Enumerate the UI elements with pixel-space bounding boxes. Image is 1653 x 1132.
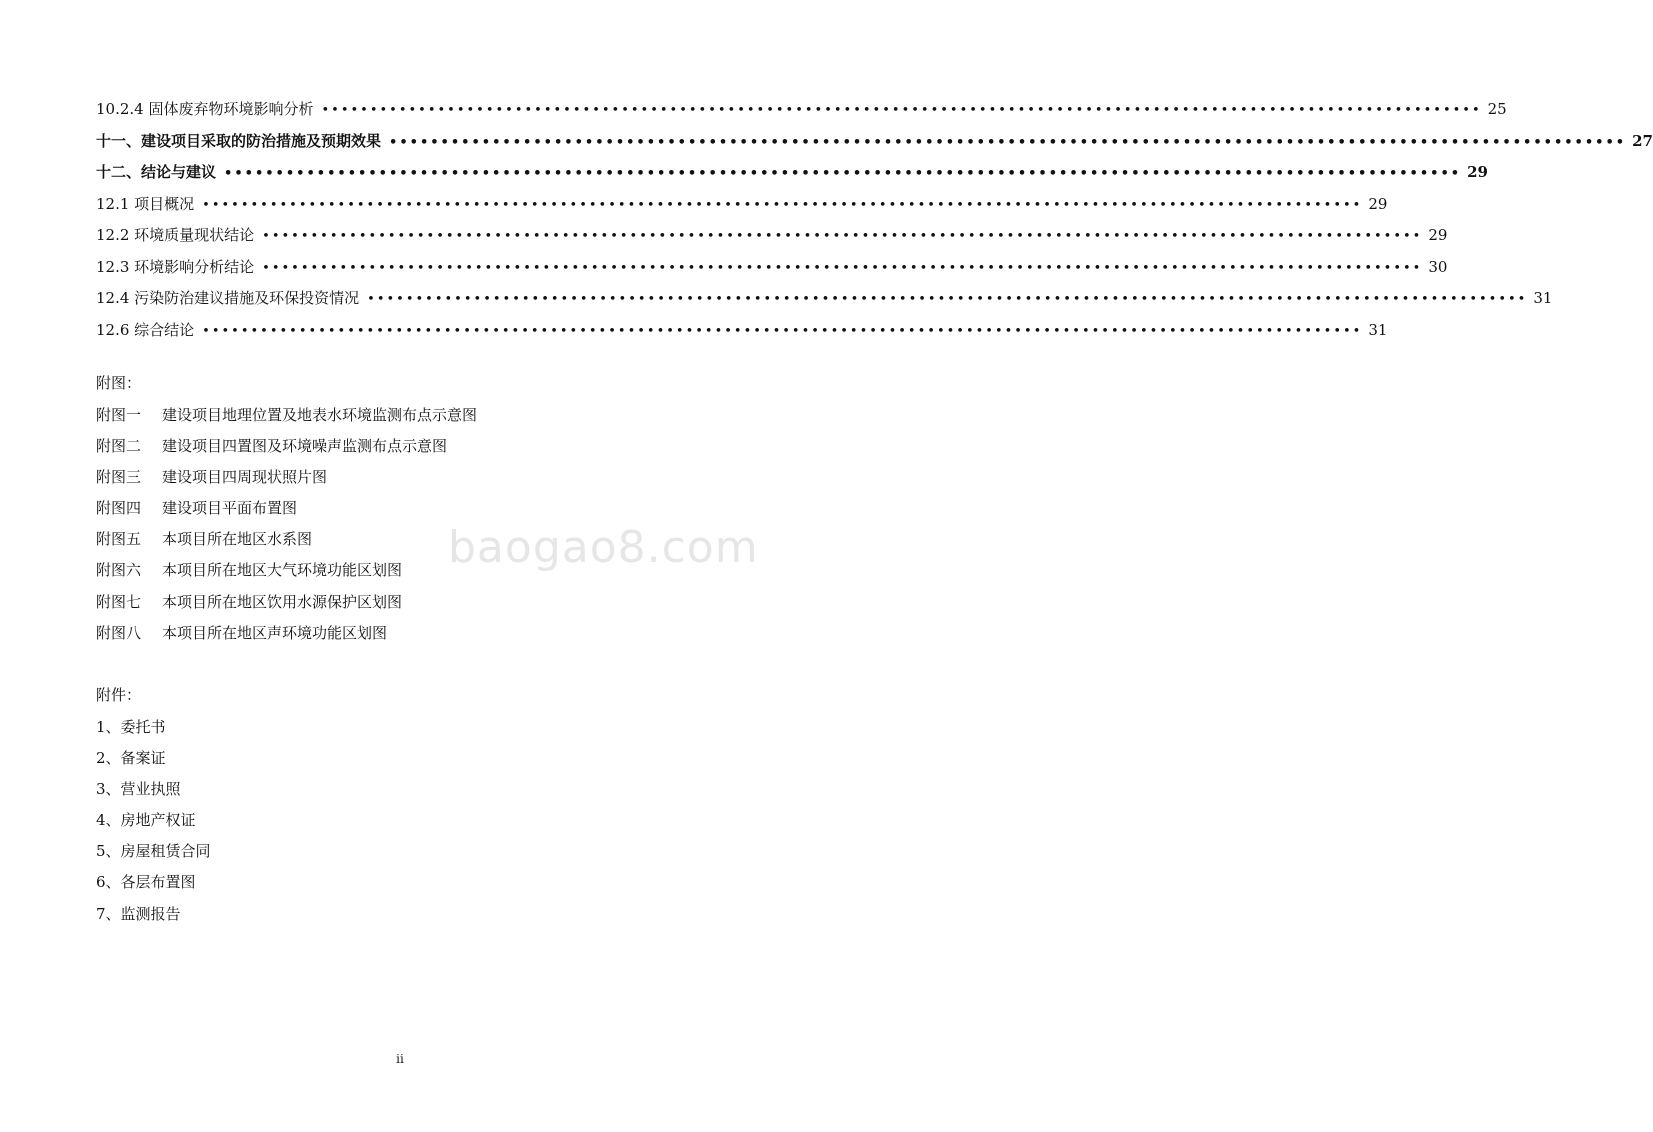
attachment-list-item: 4、房地产权证 <box>96 811 196 830</box>
figure-list-item <box>96 587 477 618</box>
toc-leader-dots: •••••••••••••••••••••••••••••••••••••••••••••••••••••••••••••••••••••••••••••••••••••••••••••••••••••••••••••••••••••••• <box>321 103 1482 118</box>
toc-entry-label: 12.2 环境质量现状结论 <box>96 226 255 244</box>
page-number: ii <box>396 1052 404 1066</box>
attachment-list-item: 3、营业执照 <box>96 779 181 798</box>
toc-entry[interactable] <box>96 126 1653 158</box>
toc-entry-page: 31 <box>1368 320 1388 339</box>
toc-entry-label: 十二、结论与建议 <box>96 163 217 181</box>
toc-entry-page: 25 <box>1487 100 1507 118</box>
toc-entry-label: 12.6 综合结论 <box>96 320 195 339</box>
toc-entry-page: 29 <box>1368 194 1388 213</box>
figure-list-item <box>96 400 477 431</box>
toc-entry-page: 29 <box>1428 226 1448 244</box>
toc-leader-dots: •••••••••••••••••••••••••••••••••••••••••••••••••••••••••••••••••••••••••••••••••••••••••••••••••••••••••••••••••••••••• <box>224 166 1462 181</box>
attachment-list-item: 2、备案证 <box>96 748 166 767</box>
toc-entry[interactable] <box>96 315 1388 347</box>
toc-entry-label: 12.3 环境影响分析结论 <box>96 257 255 276</box>
figure-number: 附图三 <box>96 467 142 486</box>
figure-number: 附图一 <box>96 405 142 424</box>
figure-caption: 本项目所在地区饮用水源保护区划图 <box>162 592 403 611</box>
toc-entry[interactable] <box>96 189 1388 221</box>
figure-number: 附图四 <box>96 499 142 518</box>
toc-leader-dots: •••••••••••••••••••••••••••••••••••••••••••••••••••••••••••••••••••••••••••••••••••••••••••••••••••••••••••••••••••••••• <box>389 134 1627 150</box>
toc-entry-page: 27 <box>1632 131 1653 150</box>
attachment-list-item: 6、各层布置图 <box>96 873 196 892</box>
figure-caption: 建设项目地理位置及地表水环境监测布点示意图 <box>162 405 478 424</box>
figures-section <box>96 368 477 649</box>
watermark: baogao8.com <box>448 522 759 573</box>
toc-entry-page: 29 <box>1467 163 1488 181</box>
figure-list-item <box>96 555 477 586</box>
toc-leader-dots: •••••••••••••••••••••••••••••••••••••••••••••••••••••••••••••••••••••••••••••••••••••••••••••••••••••••••••••••••••••••• <box>202 197 1363 213</box>
figure-caption: 本项目所在地区大气环境功能区划图 <box>162 561 403 580</box>
attachments-section <box>96 680 211 930</box>
toc-entry[interactable] <box>96 220 1448 252</box>
figure-number: 附图七 <box>96 592 142 611</box>
figure-number: 附图五 <box>96 530 142 549</box>
toc-entry[interactable] <box>96 283 1553 315</box>
figure-number: 附图八 <box>96 623 142 642</box>
figure-caption: 建设项目四置图及环境噪声监测布点示意图 <box>162 436 448 455</box>
toc-entry-label: 十一、建设项目采取的防治措施及预期效果 <box>96 131 382 150</box>
toc-entry-label: 10.2.4 固体废弃物环境影响分析 <box>96 100 314 118</box>
attachments-title: 附件： <box>96 686 142 704</box>
toc-leader-dots: •••••••••••••••••••••••••••••••••••••••••••••••••••••••••••••••••••••••••••••••••••••••••••••••••••••••••••••••••••••••• <box>202 323 1363 339</box>
toc-entry-label: 12.4 污染防治建议措施及环保投资情况 <box>96 289 360 307</box>
table-of-contents <box>96 94 1653 346</box>
figure-number: 附图六 <box>96 561 142 580</box>
figure-list-item <box>96 524 477 555</box>
toc-entry[interactable] <box>96 157 1488 189</box>
figures-title: 附图： <box>96 374 142 392</box>
figure-list-item <box>96 462 477 493</box>
figure-number: 附图二 <box>96 436 142 455</box>
attachment-list-item: 5、房屋租赁合同 <box>96 842 211 861</box>
attachment-list-item: 1、委托书 <box>96 717 166 736</box>
toc-entry-page: 30 <box>1428 257 1448 276</box>
figure-list-item <box>96 618 477 649</box>
figure-list-item <box>96 493 477 524</box>
toc-leader-dots: •••••••••••••••••••••••••••••••••••••••••••••••••••••••••••••••••••••••••••••••••••••••••••••••••••••••••••••••••••••••• <box>367 292 1528 307</box>
figure-caption: 本项目所在地区水系图 <box>162 530 313 549</box>
attachment-list-item: 7、监测报告 <box>96 904 181 923</box>
toc-entry[interactable] <box>96 252 1448 284</box>
figure-caption: 建设项目四周现状照片图 <box>162 467 328 486</box>
figure-caption: 建设项目平面布置图 <box>162 499 298 518</box>
toc-entry-label: 12.1 项目概况 <box>96 194 195 213</box>
toc-leader-dots: •••••••••••••••••••••••••••••••••••••••••••••••••••••••••••••••••••••••••••••••••••••••••••••••••••••••••••••••••••••••• <box>262 260 1423 276</box>
figure-caption: 本项目所在地区声环境功能区划图 <box>162 623 388 642</box>
toc-entry[interactable] <box>96 94 1507 126</box>
toc-leader-dots: •••••••••••••••••••••••••••••••••••••••••••••••••••••••••••••••••••••••••••••••••••••••••••••••••••••••••••••••••••••••• <box>262 229 1423 244</box>
figure-list-item <box>96 431 477 462</box>
toc-entry-page: 31 <box>1533 289 1553 307</box>
